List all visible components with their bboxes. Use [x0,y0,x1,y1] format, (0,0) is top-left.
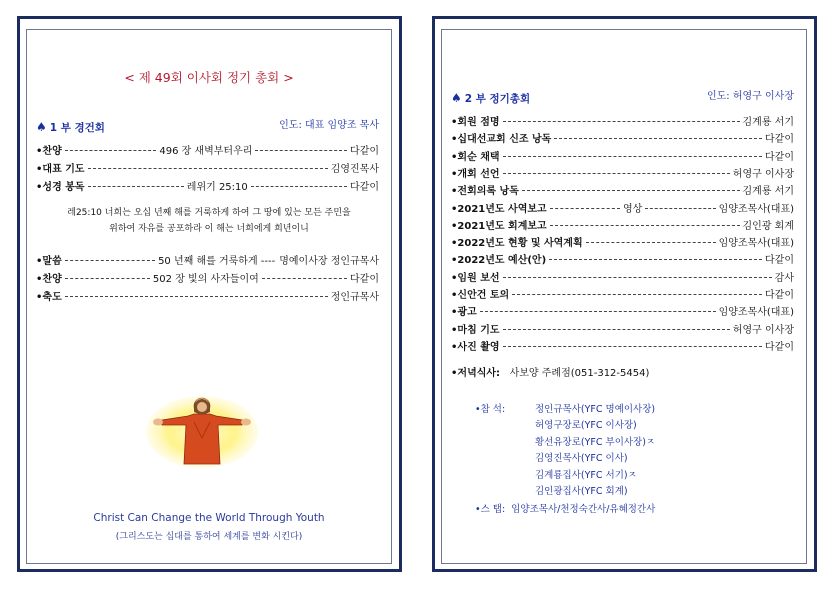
program-row: •찬양 496 장 새벽부터우리 다같이 [36,146,380,157]
meeting-title: < 제 49회 이사회 정기 총회 > [124,70,294,85]
attendee-item: 황선유장로(YFC 부이사장)ㅈ [535,437,656,448]
agenda-value: 다같이 [765,290,794,301]
attendee-item: 허영구장로(YFC 이사장) [535,420,637,431]
agenda-row [451,130,794,145]
agenda-mid: 영상 [622,203,643,215]
motto-korean: (그리스도는 십대를 통하여 세계를 변화 시킨다) [115,532,303,542]
agenda-label: •마침 기도 [451,324,500,336]
agenda-row [451,165,794,180]
agenda-label: •회원 점명 [451,117,500,128]
agenda-value: 다같이 [765,255,794,267]
left-page-frame [26,29,392,564]
program-row: •대표 기도 김영진목사 [36,164,379,175]
agenda-value: 감사 [774,272,794,284]
section1-leader: 인도: 대표 임양조 목사 [279,120,379,131]
spade-icon: ♠ [36,120,47,134]
agenda-label: •십대선교회 신조 낭독 [451,134,552,146]
agenda-value: 다같이 [765,151,794,163]
attendee-item: 김계룡집사(YFC 서기)ㅈ [535,470,637,481]
agenda-label: •회순 채택 [451,151,500,163]
agenda-row [451,303,794,318]
agenda-label: •2021년도 사역보고 [451,203,547,215]
attendee-item: 김영진목사(YFC 이사) [535,453,628,464]
agenda-row [451,113,794,128]
agenda-label: •광고 [451,307,477,319]
staff-info: •스 탭: 임양조목사/천정숙간사/유혜정간사 [475,504,656,515]
agenda-label: •2022년도 예산(안) [451,255,547,267]
program-row: •성경 봉독 레위기 25:10 다같이 [36,182,379,193]
agenda-value: 다같이 [765,341,794,353]
agenda-value: 허영구 이사장 [732,324,794,336]
section2-leader: 인도: 허영구 이사장 [706,91,794,102]
agenda-row [451,321,794,336]
attendees-label: •참 석: [475,404,506,415]
agenda-label: •2022년도 현황 및 사역계획 [451,238,583,250]
agenda-value: 김계룡 서기 [742,186,794,198]
agenda-label: •전회의록 낭독 [451,186,519,198]
agenda-row [451,251,794,266]
section2-heading: ♠ 2 부 정기총회 [451,91,531,105]
program-row: •말씀 50 년째 해를 거룩하게 ---- 명예이사장 정인규목사 [36,256,379,267]
agenda-row [451,286,794,301]
agenda-value: 김인광 회계 [742,220,794,232]
agenda-label: •사진 촬영 [451,341,500,353]
agenda-value: 임양조목사(대표) [718,238,794,250]
agenda-row [451,217,794,232]
agenda-label: •임원 보선 [451,272,500,284]
agenda-row [451,200,794,215]
agenda-label: •개회 선언 [451,168,500,180]
scripture-verse-line2: 위하여 자유를 공포하라 이 해는 너희에게 희년이니 [109,224,309,234]
agenda-row [451,148,794,163]
agenda-value: 임양조목사(대표) [718,307,794,319]
agenda-value: 김계룡 서기 [742,117,794,128]
right-page-frame [441,29,807,564]
right-page [432,16,817,572]
agenda-row [451,338,794,353]
dinner-info: •저녁식사: 사보양 주례점(051-312-5454) [451,368,650,379]
attendee-item: 김인광집사(YFC 회계) [535,486,628,497]
program-row: •축도 정인규목사 [36,292,379,303]
jesus-illustration [144,392,260,472]
agenda-row [451,269,794,284]
section1-heading: ♠ 1 부 경건회 [36,120,105,134]
agenda-value: 허영구 이사장 [732,168,794,180]
agenda-value: 다같이 [765,134,794,146]
agenda-value: 임양조목사(대표) [718,203,795,215]
agenda-row [451,234,794,249]
agenda-row [451,182,794,197]
program-row: •찬양 502 장 빛의 사자들이여 다같이 [36,274,379,285]
scripture-verse-line1: 레25:10 너희는 오십 년째 해를 거룩하게 하여 그 땅에 있는 모든 주민을 [67,208,351,218]
agenda-label: •신안건 토의 [451,290,510,301]
spade-icon: ♠ [451,91,462,105]
attendee-item: 정인규목사(YFC 명예이사장) [535,404,656,415]
agenda-label: •2021년도 회계보고 [451,220,547,232]
left-page [17,16,402,572]
motto-english: Christ Can Change the World Through Youth [93,512,325,524]
